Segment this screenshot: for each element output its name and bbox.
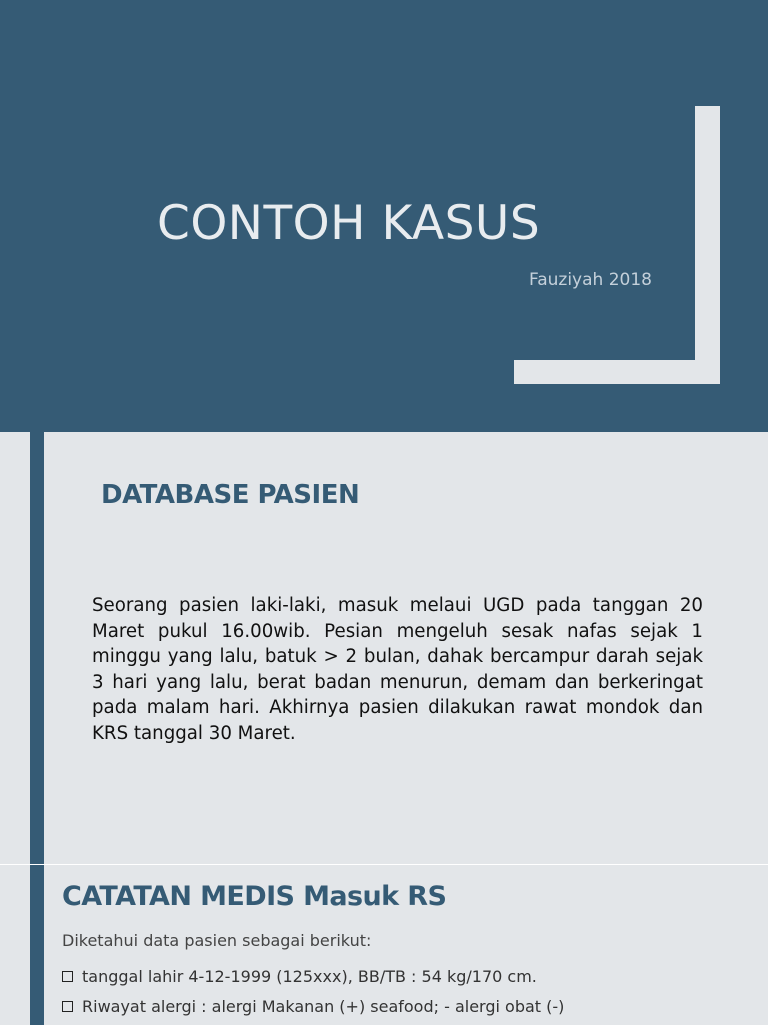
database-heading: DATABASE PASIEN: [101, 480, 360, 510]
medical-record-slide: [0, 864, 768, 1025]
checkbox-bullet-icon: [62, 1001, 73, 1012]
accent-bar: [30, 865, 44, 1025]
medical-record-intro: Diketahui data pasien sebagai berikut:: [62, 931, 372, 950]
slide-subtitle: Fauziyah 2018: [529, 270, 652, 290]
decorative-bracket-horizontal: [514, 360, 720, 384]
database-body-text: Seorang pasien laki-laki, masuk melaui UGD pada tanggan 20 Maret pukul 16.00wib. Pesian mengeluh sesak nafas sejak 1 minggu yang lalu, batuk > 2 bulan, dahak bercampur darah sejak 3 hari yang lalu, berat badan menurun, demam dan berkeringat pada malam hari. Akhirnya pasien dilakukan rawat mondok dan KRS tanggal 30 Maret.: [92, 595, 703, 744]
medical-record-heading: CATATAN MEDIS Masuk RS: [62, 881, 447, 912]
list-item-text: tanggal lahir 4-12-1999 (125xxx), BB/TB : 54 kg/170 cm.: [82, 966, 537, 986]
list-item-text: Riwayat alergi : alergi Makanan (+) seafood; - alergi obat (-): [82, 996, 565, 1016]
title-slide: [0, 0, 768, 432]
checkbox-bullet-icon: [62, 971, 73, 982]
slide-title: CONTOH KASUS: [157, 196, 541, 251]
medical-record-list: [62, 961, 564, 1021]
decorative-bracket-vertical: [695, 106, 720, 384]
database-slide: [0, 432, 768, 864]
list-item: [62, 961, 564, 991]
accent-bar: [30, 432, 44, 864]
list-item: [62, 991, 564, 1021]
